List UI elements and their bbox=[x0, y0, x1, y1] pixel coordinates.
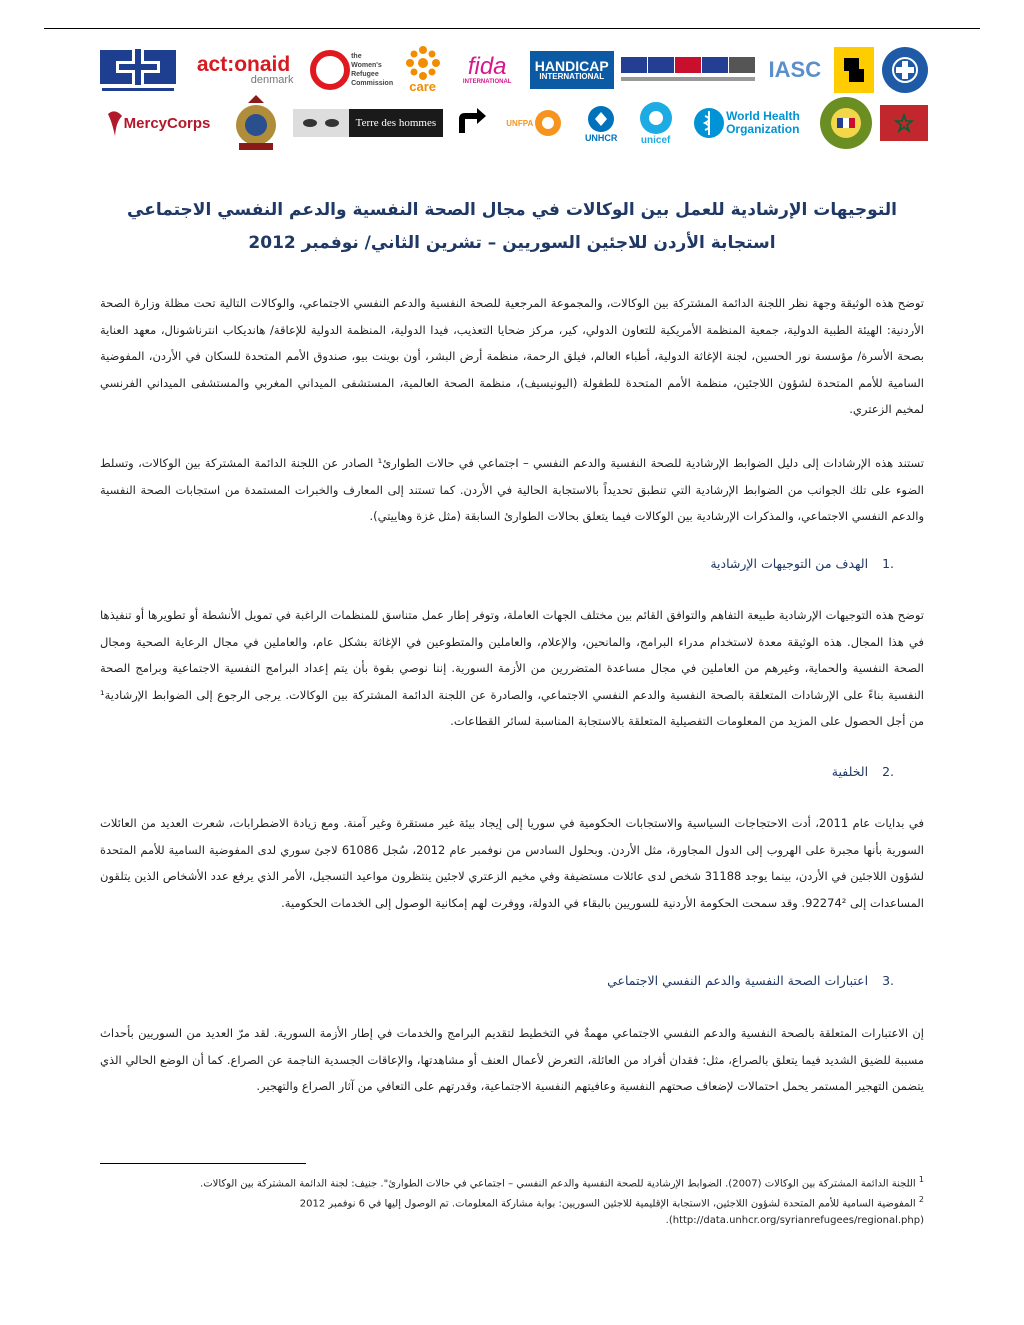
world-health-organization-logo: World Health Organization bbox=[687, 103, 811, 143]
section-heading-considerations: .3اعتبارات الصحة النفسية والدعم النفسي الاجتماعي bbox=[607, 973, 894, 988]
intro-paragraph: توضح هذه الوثيقة وجهة نظر اللجنة الدائمة المشتركة بين الوكالات، والمجموعة المرجعية للصحة النفسية والدعم النفسي الاجتماعي، والوكالات التالية تحت مظلة وزارة الصحة الأردنية: الهيئة الطبية الدولية، جمعية المنظمة الأمريكية للتعاون الدولي، كير، مركز ضحايا التعذيب، فيدا الدولية، المنظمة الدولية للإعاقة/ هانديكاب انترناشونال، معهد العناية بصحة الأسرة/ مؤسسة نور الحسين، لجنة الإغاثة الدولية، أطباء العالم، فيلق الرحمة، منظمة أرض البشر، أون بوينت بيو، صندوق الأمم المتحدة للسكان في الأردن، المفوضية السامية للأمم المتحدة لشؤون اللاجئين، منظمة الأمم المتحدة للطفولة (اليونيسيف)، منظمة الصحة العالمية، المستشفى الميداني المغربي والمستشفى الميداني الفرنسي لمخيم الزعتري. bbox=[100, 296, 924, 416]
objective-paragraph: توضح هذه التوجيهات الإرشادية طبيعة التفاهم والتوافق القائم بين مختلف الجهات العاملة، وتوفر إطار عمل متناسق للمنظمات الراغبة في تمويل الأنشطة أو تطويرها أو تنفيذها في هذا المجال. هذه الوثيقة معدة لاستخدام مدراء البرامج، والمانحين، والإعلام، والعاملين والمتطوعين في الإغاثة بشكل عام، والعاملين في مجال الرعاية الصحية ومجال الصحة النفسية والحماية، وغيرهم من العاملين في مجال مساعدة المتضررين من الأزمة السورية. إننا نوصي بقوة بأن يتم إعداد البرامج النفسية الاجتماعية وبرامج الصحة النفسية بناءً على الإرشادات المتعلقة بالصحة النفسية والدعم النفسي الاجتماعي، والصادرة عن اللجنة الدائمة المشتركة بين الوكالات. يرجى الرجوع إلى الضوابط الإرشادية¹ من أجل الحصول على المزيد من المعلومات التفصيلية المتعلقة بالاستجابة المناسبة لسائر القطاعات. bbox=[100, 608, 924, 728]
unfpa-logo: UNFPA bbox=[500, 103, 570, 143]
footnote-2-link[interactable]: (http://data.unhcr.org/syrianrefugees/regional.php). bbox=[665, 1214, 924, 1226]
medecins-du-monde-logo bbox=[882, 47, 928, 93]
fida-logo: fida INTERNATIONAL bbox=[462, 53, 512, 85]
jordan-emblem-logo bbox=[228, 92, 284, 154]
top-rule bbox=[44, 28, 980, 29]
logo-row-1 bbox=[96, 40, 928, 100]
medical-seal-logo bbox=[820, 97, 872, 149]
unhcr-logo: UNHCR bbox=[578, 97, 624, 149]
actionaid-logo: act:onaid denmark bbox=[196, 53, 294, 86]
basis-paragraph: تستند هذه الإرشادات إلى دليل الضوابط الإرشادية للصحة النفسية والدعم النفسي – اجتماعي في حالات الطوارئ¹ الصادر عن اللجنة الدائمة المشتركة بين الوكالات، وتسلط الضوء على تلك الجوانب من الضوابط الإرشادية التي تنطبق تحديداً بالاستجابة الحالية في الأردن. كما تستند إلى المعارف والخبرات المستمدة من استجابات الصحة النفسية والدعم النفسي الاجتماعي، والمذكرات الإرشادية بين الوكالات فيما يتعلق بحالات الطوارئ السابقة (مثل غزة وهاييتي). bbox=[100, 456, 924, 523]
logo-row-2 bbox=[96, 92, 928, 154]
footnote-1: $^1$ اللجنة الدائمة المشتركة بين الوكالات (2007). الضوابط الإرشادية للصحة النفسية والدعم النفسي – اجتماعي في حالات الطوارئ". جنيف: لجنة الدائمة المشتركة بين الوكالات. bbox=[200, 1175, 924, 1190]
womens-commission-logo: the Women's Refugee Commission bbox=[307, 46, 393, 94]
footnote-2: $^2$ المفوضية السامية للأمم المتحدة لشؤون اللاجئين، الاستجابة الإقليمية للاجئين السوريين: بوابة مشاركة المعلومات. تم الوصول إليها في 6 نوفمبر 2012 bbox=[299, 1195, 924, 1210]
terre-des-hommes-logo: Terre des hommes bbox=[293, 109, 443, 137]
footnotes bbox=[100, 1172, 924, 1229]
document-subtitle: استجابة الأردن للاجئين السوريين – تشرين الثاني/ نوفمبر 2012 bbox=[248, 233, 776, 253]
document-title: التوجيهات الإرشادية للعمل بين الوكالات في مجال الصحة النفسية والدعم النفسي الاجتماعي bbox=[127, 200, 897, 220]
unicef-logo: unicef bbox=[633, 97, 679, 149]
footnote-separator bbox=[100, 1163, 306, 1164]
eu-flags-logo bbox=[621, 53, 755, 87]
international-medical-corps-logo bbox=[96, 44, 180, 96]
iasc-logo: IASC bbox=[768, 57, 822, 82]
considerations-paragraph: إن الاعتبارات المتعلقة بالصحة النفسية والدعم النفسي الاجتماعي مهمةٌ في التخطيط لتقديم البرامج والخدمات في إطار الأزمة السورية. لقد مرّ العديد من السوريين بأحداث مسببة للضيق الشديد فيما يتعلق بالصراع، مثل: فقدان أفراد من العائلة، التعرض لأعمال العنف أو مشاهدتها، والإعاقات الجسدية الناجمة عن الصراع. كما أن الوضع الحالي الذي يتضمن التهجير المستمر يحمل احتمالات لإضعاف صحتهم النفسية وعافيتهم النفسية الاجتماعية، وقدرتهم على التعافي من آثار الصراع والتهجير. bbox=[100, 1026, 924, 1093]
handicap-international-logo: HANDICAP INTERNATIONAL bbox=[530, 51, 614, 89]
morocco-flag-logo bbox=[880, 105, 928, 141]
arrow-logo bbox=[451, 103, 491, 143]
section-heading-objective: .1الهدف من التوجيهات الإرشادية bbox=[710, 556, 894, 571]
background-paragraph: في بدايات عام 2011، أدت الاحتجاجات السياسية والاستجابات الحكومية في سوريا إلى إيجاد بيئة غير مستقرة وغير آمنة. ومع زيادة الاضطرابات، شعرت العديد من العائلات السورية بأنها مجبرة على الهروب إلى الدول المجاورة، مثل الأردن. وبحلول السادس من نوفمبر عام 2012، سُجل 61086 لاجئ سوري لدى المفوضية السامية للأمم المتحدة لشؤون اللاجئين في الأردن، بينما يوجد 31188 شخص لدى عائلات مستضيفة وفي مخيم الزعتري لاجئين ينتظرون مواعيد التسجيل، الأمر الذي يرفع عدد الأشخاص الذين يتلقون المساعدات إلى 92274². وقد سمحت الحكومة الأردنية للسوريين بالبقاء في الدولة، ووفرت لهم إمكانية الوصول إلى الخدمات الحكومية. bbox=[100, 816, 925, 910]
care-logo: care bbox=[401, 43, 445, 97]
irc-logo bbox=[834, 47, 874, 93]
mercy-corps-logo: MercyCorps bbox=[96, 103, 220, 143]
section-heading-background: .2الخلفية bbox=[831, 764, 894, 779]
